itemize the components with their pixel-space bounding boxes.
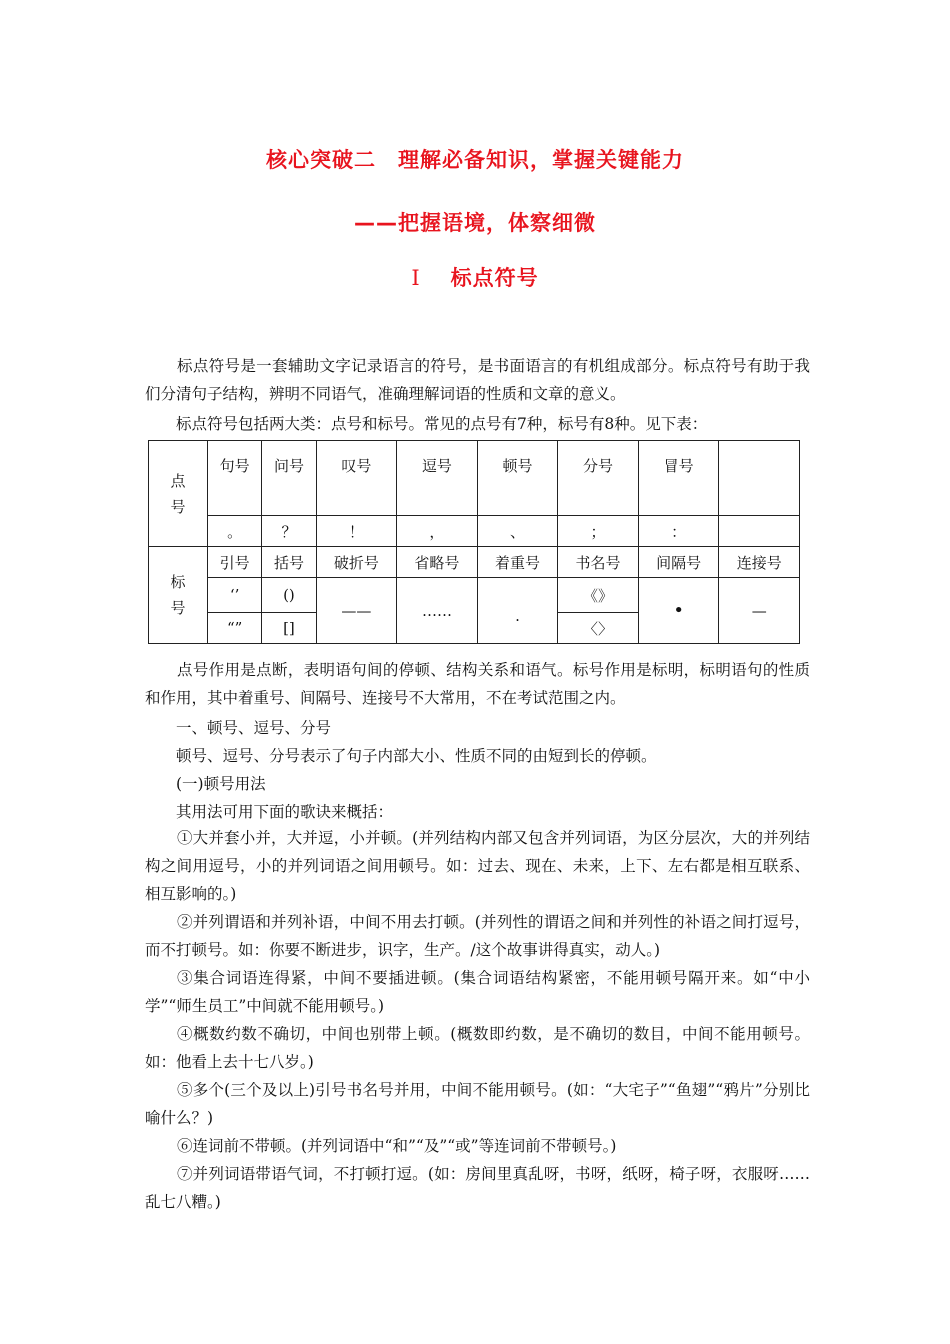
list-item: ⑤多个(三个及以上)引号书名号并用，中间不能用顿号。(如：“大宅子”“鱼翅”“鸦片”分别比喻什么？) [145, 1081, 810, 1127]
table-cell: 叹号 [316, 441, 397, 516]
list-item: ⑦并列词语带语气词，不打顿打逗。(如：房间里真乱呀，书呀，纸呀，椅子呀，衣服呀……乱七八糟。) [145, 1165, 810, 1211]
table-cell: 顿号 [477, 441, 558, 516]
table-cell: 冒号 [638, 441, 719, 516]
table-cell: . [477, 578, 558, 644]
table-cell: 〈〉 [558, 613, 639, 644]
section-heading-one: 一、顿号、逗号、分号 [176, 719, 332, 737]
table-cell: 破折号 [316, 547, 397, 578]
punctuation-table [148, 440, 800, 644]
table-cell: 省略号 [397, 547, 478, 578]
table-cell: 连接号 [719, 547, 800, 578]
list-item: ②并列谓语和并列补语，中间不用去打顿。(并列性的谓语之间和并列性的补语之间打逗号，而不打顿号。如：你要不断进步，识字，生产。/这个故事讲得真实，动人。) [145, 913, 810, 959]
table-cell-empty [719, 441, 800, 516]
table-cell: 着重号 [477, 547, 558, 578]
table-cell: “” [208, 613, 262, 644]
table-cell: 书名号 [558, 547, 639, 578]
category-dianhao: 点 号 [149, 441, 208, 547]
table-cell: 间隔号 [638, 547, 719, 578]
body-paragraph-2: 顿号、逗号、分号表示了句子内部大小、性质不同的由短到长的停顿。 [176, 747, 657, 765]
table-cell: ！ [316, 516, 397, 547]
category-biaohao: 标 号 [149, 547, 208, 644]
table-cell: • [638, 578, 719, 644]
table-cell: 逗号 [397, 441, 478, 516]
table-cell: ； [558, 516, 639, 547]
table-cell-empty [719, 516, 800, 547]
table-cell: 引号 [208, 547, 262, 578]
section-title: 标点符号 [450, 266, 539, 290]
subsection-heading: (一)顿号用法 [176, 775, 266, 793]
table-cell: 问号 [262, 441, 316, 516]
table-cell: —— [316, 578, 397, 644]
table-cell: 、 [477, 516, 558, 547]
heading-subtitle: ——把握语境，体察细微 [354, 211, 596, 235]
intro-paragraph-2: 标点符号包括两大类：点号和标号。常见的点号有7种，标号有8种。见下表： [176, 415, 708, 433]
intro-paragraph-1: 标点符号是一套辅助文字记录语言的符号，是书面语言的有机组成部分。标点符号有助于我们分清句子结构，辨明不同语气，准确理解词语的性质和文章的意义。 [145, 357, 810, 403]
table-cell: 。 [208, 516, 262, 547]
table-cell: 括号 [262, 547, 316, 578]
table-cell: …… [397, 578, 478, 644]
table-cell: ， [397, 516, 478, 547]
table-cell: — [719, 578, 800, 644]
table-cell: ？ [262, 516, 316, 547]
list-item: ④概数约数不确切，中间也别带上顿。(概数即约数，是不确切的数目，中间不能用顿号。如：他看上去十七八岁。) [145, 1025, 810, 1071]
list-item: ③集合词语连得紧，中间不要插进顿。(集合词语结构紧密，不能用顿号隔开来。如“中小学”“师生员工”中间就不能用顿号。) [145, 969, 810, 1015]
table-cell: ‘’ [208, 578, 262, 613]
body-paragraph-1: 点号作用是点断，表明语句间的停顿、结构关系和语气。标号作用是标明，标明语句的性质和作用，其中着重号、间隔号、连接号不大常用，不在考试范围之内。 [145, 661, 810, 707]
table-cell: 《》 [558, 578, 639, 613]
table-cell: [] [262, 613, 316, 644]
section-numeral: Ⅰ [411, 266, 421, 290]
table-cell: ： [638, 516, 719, 547]
table-cell: 分号 [558, 441, 639, 516]
table-cell: () [262, 578, 316, 613]
body-paragraph-3: 其用法可用下面的歌诀来概括： [176, 803, 394, 821]
heading-section [0, 262, 950, 292]
table-cell: 句号 [208, 441, 262, 516]
heading-main: 核心突破二 理解必备知识，掌握关键能力 [266, 148, 684, 172]
list-item: ⑥连词前不带顿。(并列词语中“和”“及”“或”等连词前不带顿号。) [177, 1137, 617, 1155]
list-item: ①大并套小并，大并逗，小并顿。(并列结构内部又包含并列词语，为区分层次，大的并列结构之间用逗号，小的并列词语之间用顿号。如：过去、现在、未来，上下、左右都是相互联系、相互影响的。) [145, 829, 810, 903]
